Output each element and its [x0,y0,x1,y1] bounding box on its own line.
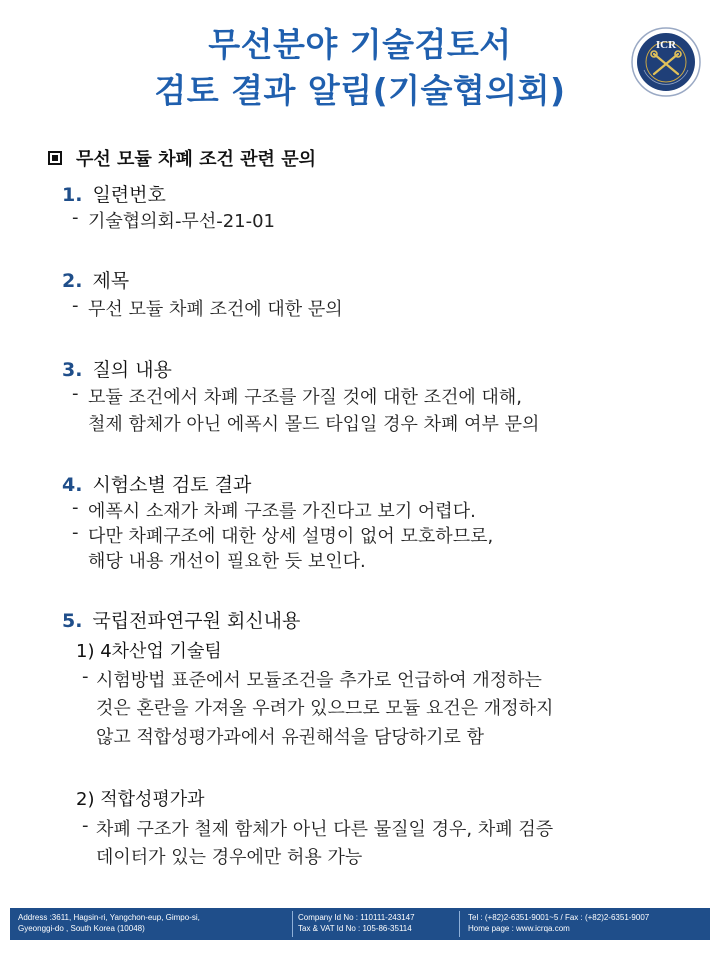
section-title: 질의 내용 [92,359,172,381]
square-bullet-icon [48,151,62,165]
section-5-heading [62,606,300,633]
section-number: 4. [62,474,83,496]
icr-logo [630,26,702,98]
section-2-text: 무선 모듈 차폐 조건에 대한 문의 [88,299,343,320]
footer-address [18,913,200,934]
subsection-title: 4차산업 기술팀 [100,641,222,662]
subsection-2-heading [76,785,205,811]
section-number: 2. [62,270,83,292]
subsection-2-text-2: 데이터가 있는 경우에만 허용 가능 [96,847,363,868]
section-1-text: 기술협의회-무선-21-01 [88,211,276,232]
logo-text: ICR [655,39,677,51]
subject-heading [48,145,316,171]
footer-divider [292,911,293,937]
section-2-heading [62,266,129,293]
subject-text: 무선 모듈 차폐 조건 관련 문의 [76,149,316,170]
section-4-text-2: 다만 차폐구조에 대한 상세 설명이 없어 모호하므로, [88,526,494,547]
section-3-text-2: 철제 함체가 아닌 에폭시 몰드 타입일 경우 차폐 여부 문의 [88,414,540,435]
footer-bar [10,908,710,940]
footer-vat-id: Tax & VAT Id No : 105-86-35114 [298,923,412,933]
section-title: 일련번호 [92,184,166,206]
section-4-heading [62,470,251,497]
subsection-1-heading [76,637,222,663]
subsection-1-text-1: 시험방법 표준에서 모듈조건을 추가로 언급하여 개정하는 [96,670,542,691]
footer-contact [468,913,649,934]
document-title [0,22,720,114]
footer-company-id: Company Id No : 110111-243147 [298,913,415,922]
section-title: 국립전파연구원 회신내용 [92,610,301,632]
dash-bullet: - [72,497,79,518]
section-number: 3. [62,359,83,381]
dash-bullet: - [72,295,79,316]
footer-phone: Tel : (+82)2-6351-9001~5 / Fax : (+82)2-6351-9007 [468,913,650,922]
section-number: 1. [62,184,83,206]
dash-bullet: - [82,815,89,836]
footer-divider [459,911,460,937]
subsection-1-text-3: 않고 적합성평가과에서 유권해석을 담당하기로 함 [96,727,485,748]
section-title: 제목 [92,270,130,292]
section-number: 5. [62,610,83,632]
title-line-2: 검토 결과 알림(기술협의회) [154,71,566,110]
subsection-title: 적합성평가과 [100,789,205,810]
footer-ids [298,913,415,934]
subsection-1-text-2: 것은 혼란을 가져올 우려가 있으므로 모듈 요건은 개정하지 [96,698,554,719]
dash-bullet: - [72,522,79,543]
section-1-heading [62,180,166,207]
footer-address-line-2: Gyeonggi-do , South Korea (10048) [18,923,145,933]
dash-bullet: - [72,383,79,404]
dash-bullet: - [82,666,89,687]
title-line-1: 무선분야 기술검토서 [208,25,512,64]
subsection-number: 2) [76,789,95,810]
footer-address-line-1: Address :3611, Hagsin-ri, Yangchon-eup, Gimpo-si, [18,913,200,922]
section-4-text-1: 에폭시 소재가 차폐 구조를 가진다고 보기 어렵다. [88,501,476,522]
section-3-text-1: 모듈 조건에서 차폐 구조를 가질 것에 대한 조건에 대해, [88,387,523,408]
section-4-text-3: 해당 내용 개선이 필요한 듯 보인다. [88,551,366,572]
section-3-heading [62,355,172,382]
dash-bullet: - [72,207,79,228]
subsection-2-text-1: 차폐 구조가 철제 함체가 아닌 다른 물질일 경우, 차폐 검증 [96,819,554,840]
section-title: 시험소별 검토 결과 [92,474,252,496]
subsection-number: 1) [76,641,95,662]
footer-homepage-link[interactable]: Home page : www.icrqa.com [468,923,570,933]
